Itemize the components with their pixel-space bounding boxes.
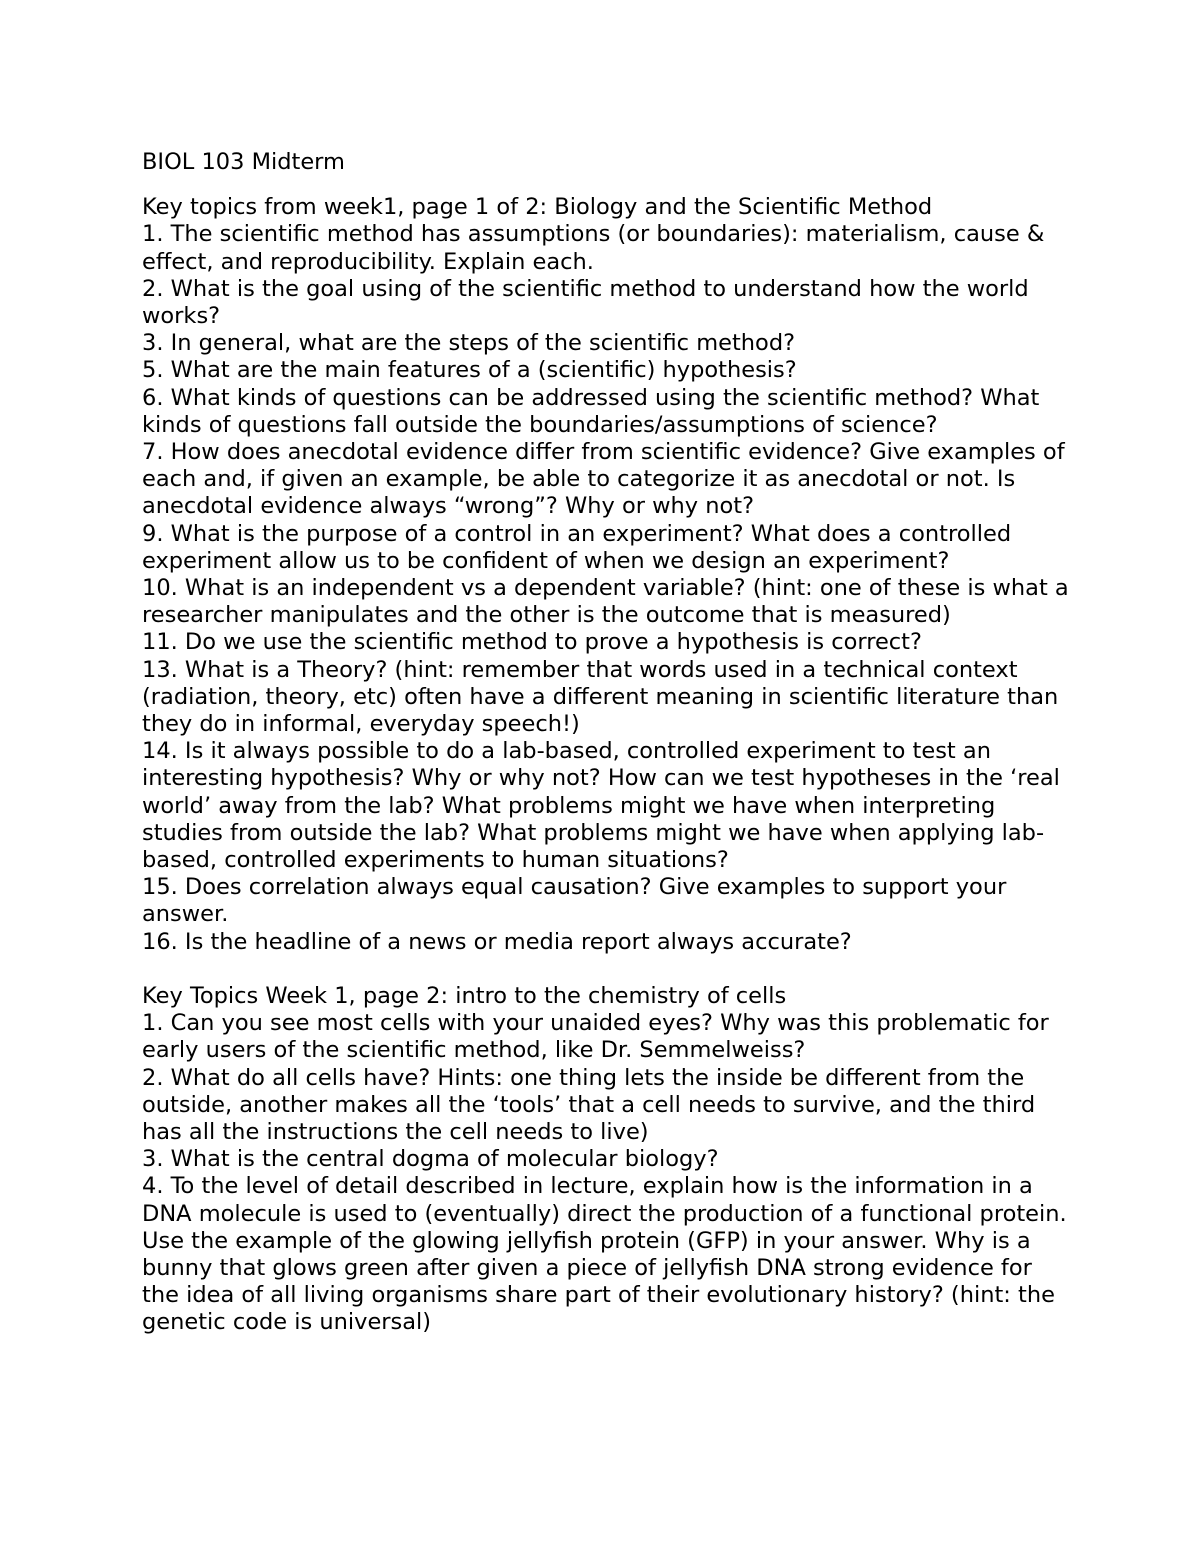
question-item: 2. What do all cells have? Hints: one thing lets the inside be different from the outside, another makes all the ‘tools’ that a cell needs to survive, and the third has all the instructions the cell needs to live) [142,1064,1036,1145]
question-item: 10. What is an independent vs a dependent variable? (hint: one of these is what a researcher manipulates and the other is the outcome that is measured) [142,575,1069,629]
question-item: 11. Do we use the scientific method to prove a hypothesis is correct? [142,629,922,656]
question-item: 7. How does anecdotal evidence differ from scientific evidence? Give examples of each and, if given an example, be able to categorize it as anecdotal or not. Is anecdotal evidence always “wrong”? Why or why not? [142,439,1065,520]
question-item: 15. Does correlation always equal causation? Give examples to support your answer. [142,874,1007,928]
document-body [142,149,1072,1337]
document-title: BIOL 103 Midterm [142,149,345,175]
section-heading: Key Topics Week 1, page 2: intro to the chemistry of cells [142,982,787,1009]
question-item: 16. Is the headline of a news or media report always accurate? [142,928,852,955]
question-item: 2. What is the goal using of the scientific method to understand how the world works? [142,275,1029,330]
question-item: 3. In general, what are the steps of the scientific method? [142,330,796,357]
section-week1-page2 [142,983,1072,1337]
question-item: 14. Is it always possible to do a lab-based, controlled experiment to test an interesting hypothesis? Why or why not? How can we test hypotheses in the ‘real world’ away from the lab? What problems might we have when interpreting studies from outside the lab? What problems might we have when applying lab-based, controlled experiments to human situations? [142,738,1060,874]
question-item: 6. What kinds of questions can be addressed using the scientific method? What kinds of questions fall outside the boundaries/assumptions of science? [142,384,1040,438]
section-heading: Key topics from week1, page 1 of 2: Biology and the Scientific Method [142,194,933,221]
question-item: 5. What are the main features of a (scientific) hypothesis? [142,357,797,384]
section-week1-page1 [142,194,1072,956]
question-item: 3. What is the central dogma of molecular biology? [142,1146,719,1173]
question-item: 1. The scientific method has assumptions (or boundaries): materialism, cause & effect, and reproducibility. Explain each. [142,221,1045,275]
question-item: 1. Can you see most cells with your unaided eyes? Why was this problematic for early users of the scientific method, like Dr. Semmelweiss? [142,1010,1049,1064]
question-item: 4. To the level of detail described in lecture, explain how is the information in a DNA molecule is used to (eventually) direct the production of a functional protein. Use the example of the glowing jellyfish protein (GFP) in your answer. Why is a bunny that glows green after given a piece of jellyfish DNA strong evidence for the idea of all living organisms share part of their evolutionary history? (hint: the genetic code is universal) [142,1173,1067,1336]
question-item: 9. What is the purpose of a control in an experiment? What does a controlled experiment allow us to be confident of when we design an experiment? [142,520,1012,574]
question-item: 13. What is a Theory? (hint: remember that words used in a technical context (radiation, theory, etc) often have a different meaning in scientific literature than they do in informal, everyday speech!) [142,656,1059,738]
